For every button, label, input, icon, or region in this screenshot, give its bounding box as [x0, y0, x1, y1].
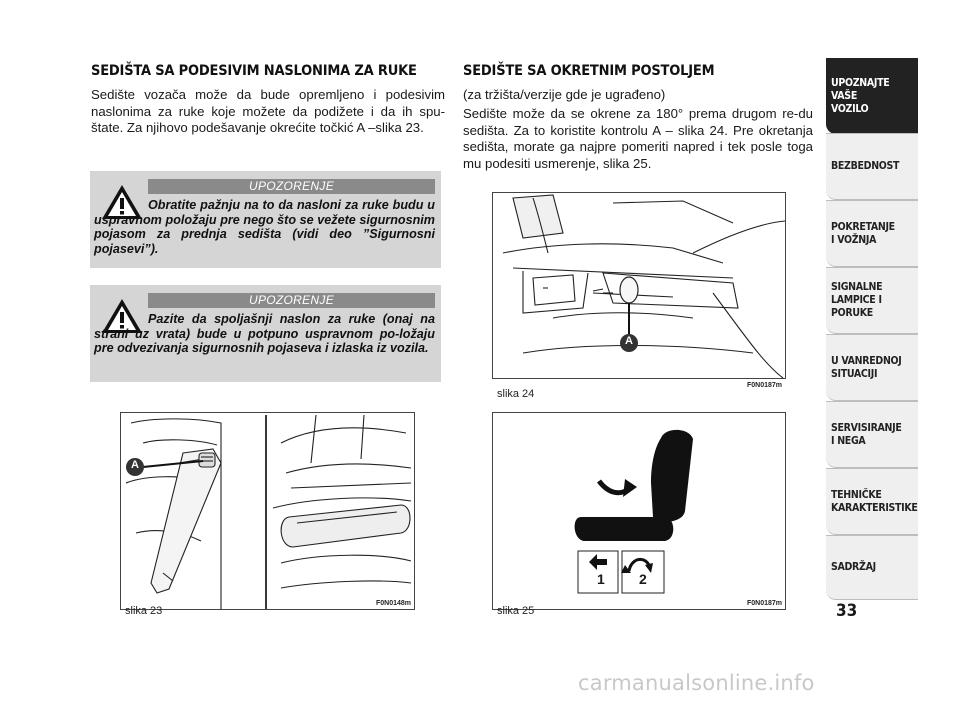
sidebar-tab-label: SERVISIRANJE I NEGA [831, 421, 902, 447]
sidebar-tab-label: U VANREDNOJ SITUACIJI [831, 354, 902, 380]
figure-swivel-steps [492, 412, 786, 610]
sidebar-tab-bezbednost[interactable] [826, 133, 918, 200]
sidebar-tab-vanredna[interactable] [826, 334, 918, 401]
sidebar-tab-upoznajte[interactable] [826, 58, 918, 134]
sidebar-tab-label: TEHNIČKE KARAKTERISTIKE [831, 488, 918, 514]
armrests-paragraph: Sedište vozača može da bude opremljeno i podesivim naslonima za ruke koje možete da podižete i da ih spu-štate. Za njihovo podešavanje okrećite točkić A –slika 23. [91, 87, 445, 135]
warning-box-2 [90, 285, 441, 382]
sidebar-tab-tehnicke[interactable] [826, 468, 918, 535]
figure-code: F0N0187m [747, 382, 783, 389]
sidebar-tab-label: POKRETANJE I VOŽNJA [831, 220, 895, 246]
page-number: 33 [836, 601, 858, 621]
sidebar-tab-label: SIGNALNE LAMPICE I PORUKE [831, 281, 883, 319]
figure-swivel-control [492, 192, 786, 379]
callout-label-a: A [131, 459, 139, 471]
warning-box-1 [90, 171, 441, 268]
sidebar-tab-label: BEZBEDNOST [831, 160, 900, 172]
figure-caption: slika 24 [497, 388, 535, 400]
sidebar-tab-servisiranje[interactable] [826, 401, 918, 468]
warning-text: Pazite da spoljašnji naslon za ruke (onaj na strani uz vrata) bude u potpuno uspravnom po-ložaju pre odvezivanja sigurnosnih pojaseva i izlaska iz vozila. [94, 312, 435, 355]
watermark: carmanualsonline.info [578, 671, 815, 695]
section-heading-swivel: SEDIŠTE SA OKRETNIM POSTOLJEM [463, 63, 715, 79]
figure-armrest [120, 412, 415, 610]
sidebar-tab-label: SADRŽAJ [831, 561, 876, 573]
figure-code: F0N0187m [747, 600, 783, 607]
figure-caption: slika 25 [497, 605, 535, 617]
warning-text: Obratite pažnju na to da nasloni za ruke budu u uspravnom položaju pre nego što se vežete sigurnosnim pojasom za prednja sedišta (vidi deo ”Sigurnosni pojasevi”). [94, 198, 435, 256]
callout-label-a: A [625, 335, 633, 347]
section-heading-armrests: SEDIŠTA SA PODESIVIM NASLONIMA ZA RUKE [91, 63, 417, 79]
figure-caption: slika 23 [125, 605, 163, 617]
step-2-label: 2 [639, 571, 647, 587]
sidebar-tab-label: UPOZNAJTE VAŠE VOZILO [831, 76, 890, 115]
figure-code: F0N0148m [376, 600, 412, 607]
warning-title: UPOZORENJE [148, 179, 435, 194]
swivel-subheading: (za tržišta/verzije gde je ugrađeno) [463, 87, 666, 102]
sidebar-tab-signalne[interactable] [826, 267, 918, 334]
sidebar-tab-sadrzaj[interactable] [826, 535, 918, 600]
step-1-label: 1 [597, 571, 605, 587]
swivel-paragraph: Sedište može da se okrene za 180° prema drugom re-du sedišta. Za to koristite kontrolu A – slika 24. Pre okretanja sedišta, morate ga najpre pomeriti napred i tek posle toga mu podesiti usmerenje, slika 25. [463, 106, 813, 171]
sidebar-tab-pokretanje[interactable] [826, 200, 918, 267]
warning-title: UPOZORENJE [148, 293, 435, 308]
